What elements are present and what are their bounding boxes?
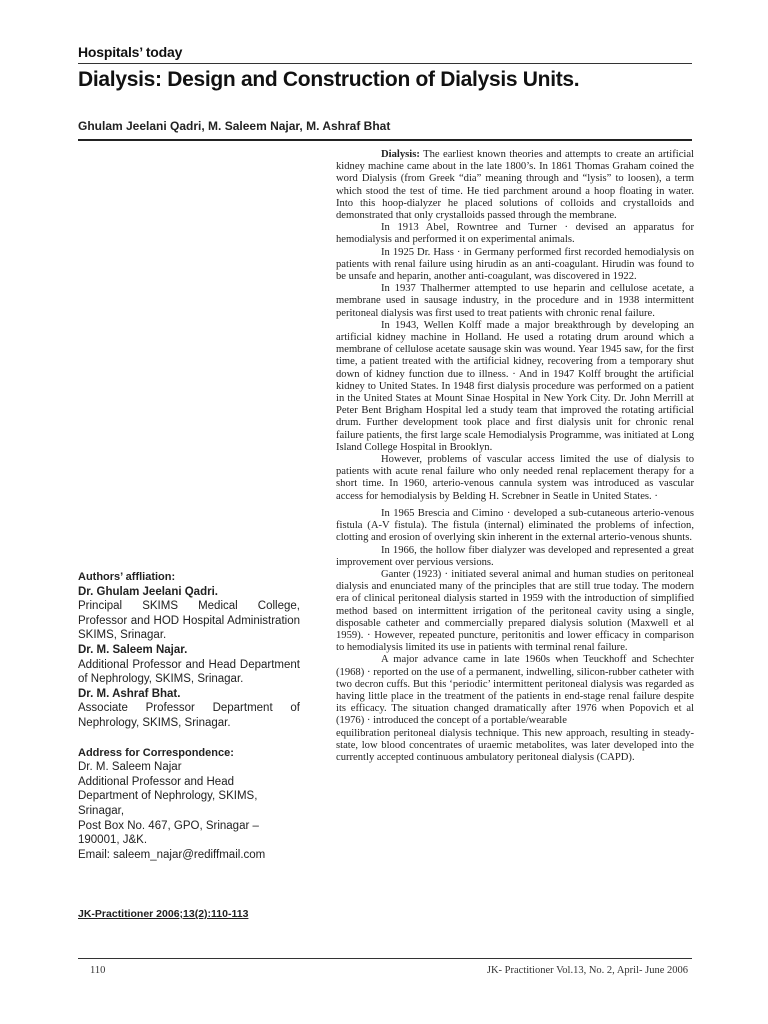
email-address[interactable]: saleem_najar@rediffmail.com — [113, 848, 266, 861]
body-paragraph: In 1966, the hollow fiber dialyzer was developed and represented a great improvement over pervious versions. — [336, 544, 694, 568]
body-paragraph: In 1925 Dr. Hass · in Germany performed first recorded hemodialysis on patients with renal failure using hirudin as an anti-coagulant. Hirudin was found to be unsafe and heparin, another anti-coagulant, was discovered in 1922. — [336, 246, 694, 283]
title-rule — [78, 139, 692, 141]
spacer — [78, 731, 300, 746]
author3-detail: Associate Professor Department of Nephrology, SKIMS, Srinagar. — [78, 702, 300, 729]
article-body — [336, 149, 694, 764]
body-paragraph — [336, 149, 694, 222]
affiliation-heading: Authors’ affliation: — [78, 571, 176, 583]
correspondence-heading: Address for Correspondence: — [78, 746, 234, 759]
body-paragraph: In 1965 Brescia and Cimino · developed a sub-cutaneous arterio-venous fistula (A-V fistula). The fistula (internal) eliminated the problems of infection, clotting and erosion of overlying skin inherent in the external arterio-venous shunts. — [336, 507, 694, 544]
correspondence-line: Post Box No. 467, GPO, Srinagar – — [78, 819, 259, 832]
correspondence-line: Department of Nephrology, SKIMS, — [78, 790, 258, 803]
author1-name: Dr. Ghulam Jeelani Qadri. — [78, 585, 218, 598]
body-paragraph: equilibration peritoneal dialysis technique. This new approach, resulting in steady-state, low blood concentrates of uraemic metabolites, was later developed into the currently accepted continuous ambulatory peritoneal dialysis (CAPD). — [336, 727, 694, 763]
body-paragraph: In 1913 Abel, Rowntree and Turner · devised an apparatus for hemodialysis and performed it on experimental animals. — [336, 222, 694, 246]
section-label: Hospitals’ today — [78, 44, 183, 60]
citation: JK-Practitioner 2006;13(2):110-113 — [78, 908, 249, 920]
body-paragraph: However, problems of vascular access limited the use of dialysis to patients with acute renal failure who only needed renal replacement therapy for a short time. In 1960, arterio-venous cannula system was introduced as vascular access for hemodialysis by Belding H. Screbner in Seatle in United States. · — [336, 454, 694, 502]
author3-name: Dr. M. Ashraf Bhat. — [78, 687, 181, 700]
body-paragraph: In 1937 Thalhermer attempted to use heparin and cellulose acetate, a membrane used in sausage industry, in the procedure and in 1938 intermittent peritoneal dialysis was first used to treat patients with chronic renal failure. — [336, 283, 694, 319]
author1-detail: Principal SKIMS Medical College, Professor and HOD Hospital Administration SKIMS, Srinagar. — [78, 600, 300, 642]
lead-word: Dialysis: — [381, 149, 420, 160]
paragraph-text: The earliest known theories and attempts to create an artificial kidney machine came about in the late 1800’s. In 1861 Thomas Graham coined the word Dialysis (from Greek “dia” meaning through and “lysis” to loosen), a term which stood the test of time. He tied parchment around a hoop floating in water. Into this hoop-dialyzer he placed solutions of colloids and crystalloids and demonstrated that only crystalloids passed through the membrane. — [336, 149, 694, 222]
author-line: Ghulam Jeelani Qadri, M. Saleem Najar, M. Ashraf Bhat — [78, 119, 391, 133]
body-paragraph: A major advance came in late 1960s when Teuckhoff and Schechter (1968) · reported on the use of a permanent, indwelling, silicon-rubber catheter with two decron cuffs. But this ‘periodic’ intermittent peritoneal dialysis was regarded as having little place in the treatment of the patients in end-stage renal failure despite its efficacy. The situation changed dramatically after 1976 when Popovich et al (1976) · introduced the concept of a portable/wearable — [336, 654, 694, 727]
author2-name: Dr. M. Saleem Najar. — [78, 643, 188, 656]
email-line — [78, 848, 300, 863]
author2-detail: Additional Professor and Head Department of Nephrology, SKIMS, Srinagar. — [78, 658, 300, 686]
page-number: 110 — [90, 965, 106, 976]
body-paragraph: Ganter (1923) · initiated several animal and human studies on peritoneal dialysis and enunciated many of the principles that are still true today. The modern era of clinical peritoneal dialysis started in 1959 with the introduction of simplified method based on intermittent irrigation of the peritoneal cavity using a single, disposable catheter and commercially prepared dialysis solution (Maxwell et al 1959). · However, repeated puncture, peritonitis and lower efficacy in comparison to hemodialysis limited its use in patients with terminal renal failure. — [336, 568, 694, 654]
correspondence-line: 190001, J&K. — [78, 834, 148, 847]
body-paragraph: In 1943, Wellen Kolff made a major breakthrough by developing an artificial kidney machine in Holland. He used a rotating drum around which a membrane of cellulose acetate sausage skin was wound. Year 1945 saw, for the first time, a patient treated with the artificial kidney, recovering from a temporary shut down of kidney function due to illness. · And in 1947 Kolff brought the artificial kidney to United States. In 1948 first dialysis procedure was performed on a patient in the United States at Mount Sinae Hospital in New York City. Dr. John Merrill at Peter Bent Brigham Hospital led a study team that improved the rotating artificial drum. Further development took place and first dialysis unit for chronic renal failure patients, the first large scale Hemodialysis Programme, was initiated at Long Island College Hospital in Brooklyn. — [336, 319, 694, 453]
correspondence-line: Dr. M. Saleem Najar — [78, 761, 182, 774]
journal-footer: JK- Practitioner Vol.13, No. 2, April- June 2006 — [486, 965, 688, 976]
footer-rule — [78, 958, 692, 959]
correspondence-line: Srinagar, — [78, 804, 125, 817]
author-affiliation-block — [78, 570, 300, 862]
header-rule — [78, 63, 692, 64]
email-label: Email: — [78, 848, 114, 861]
article-title: Dialysis: Design and Construction of Dialysis Units. — [78, 68, 580, 91]
correspondence-line: Additional Professor and Head — [78, 775, 234, 788]
